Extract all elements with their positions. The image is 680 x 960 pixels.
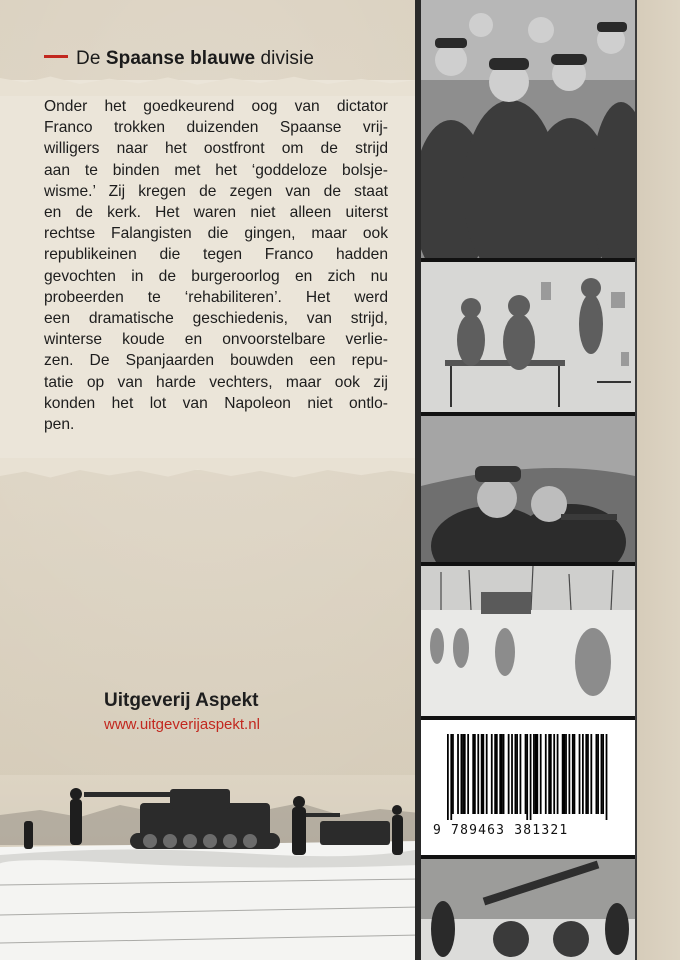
barcode-bar <box>481 734 483 814</box>
barcode-bar <box>602 734 604 814</box>
barcode-bar <box>474 734 476 814</box>
soldiers-group-photo <box>421 0 635 258</box>
barcode-bar <box>562 734 564 814</box>
barcode-bar <box>501 734 503 814</box>
blurb-line: tatie op van harde vechters, maar ook zij <box>44 373 388 391</box>
barcode-bar <box>511 734 513 814</box>
barcode-bar <box>535 734 537 814</box>
blurb-line: zen. De Spanjaarden bouwden een repu- <box>44 352 388 370</box>
barcode-bar <box>482 734 484 814</box>
barcode-bar <box>553 734 555 814</box>
barcode-bar <box>540 734 542 814</box>
soldiers-smoking-photo <box>421 416 635 562</box>
barcode-bar <box>585 734 587 814</box>
barcode-bar <box>464 734 466 814</box>
blurb-line: willigers naar het oostfront om de strijd <box>44 140 388 158</box>
barcode-bar <box>545 734 547 814</box>
blurb-line: winterse koude en onvoorstelbare verlie- <box>44 331 388 349</box>
barcode-bar <box>467 734 469 814</box>
barcode-bar <box>533 734 535 814</box>
barcode-bar <box>520 734 522 814</box>
cartoon-drawing-photo <box>421 262 635 412</box>
barcode-bar <box>572 734 574 814</box>
isbn-barcode <box>447 734 609 820</box>
barcode-bar <box>450 734 452 820</box>
barcode-bar <box>508 734 510 814</box>
barcode-bar <box>596 734 598 814</box>
barcode-bar <box>491 734 493 814</box>
barcode-panel <box>421 720 635 855</box>
barcode-bar <box>536 734 538 814</box>
barcode-bar <box>548 734 550 814</box>
barcode-bar <box>515 734 517 814</box>
barcode-bar <box>462 734 464 814</box>
blurb-line: pen. <box>44 416 75 434</box>
blurb-line: en de kerk. Het waren niet alleen uiterst <box>44 204 388 222</box>
barcode-bar <box>550 734 552 814</box>
isbn-number: 9 789463 381321 <box>433 823 569 838</box>
torn-paper-edge-bottom <box>0 458 420 488</box>
barcode-bar <box>569 734 571 814</box>
barcode-bar <box>574 734 576 814</box>
barcode-bar <box>530 734 532 820</box>
book-subtitle-heading <box>44 48 314 70</box>
heading-emphasis: Spaanse blauwe <box>105 48 256 69</box>
barcode-bar <box>565 734 567 814</box>
barcode-bar <box>447 734 449 820</box>
photo-column <box>421 0 635 960</box>
barcode-bar <box>499 734 501 814</box>
blurb-line: aan te binden met het ‘goddeloze bolsje- <box>44 161 388 179</box>
barcode-bar <box>579 734 581 814</box>
red-dash-icon <box>44 55 68 58</box>
publisher-url: www.uitgeverijaspekt.nl <box>104 716 260 733</box>
barcode-bar <box>582 734 584 814</box>
barcode-bar <box>452 734 454 814</box>
blurb-text <box>44 96 388 435</box>
blurb-line: konden het lot van Napoleon niet ontlo- <box>44 394 388 412</box>
barcode-bar <box>494 734 496 814</box>
barcode-bar <box>477 734 479 814</box>
barcode-bar <box>590 734 592 814</box>
barcode-bar <box>601 734 603 814</box>
barcode-bar <box>457 734 459 814</box>
blurb-line: wisme.’ Zij kregen de zegen van de staat <box>44 182 388 200</box>
blurb-line: een dramatische geschiedenis, van strijd, <box>44 310 388 328</box>
blurb-line: Onder het goedkeurend oog van dictator <box>44 98 388 115</box>
barcode-bar <box>557 734 559 814</box>
blurb-line: probeerden te ‘rehabiliteren’. Het werd <box>44 288 388 306</box>
barcode-bar <box>503 734 505 814</box>
barcode-bar <box>472 734 474 814</box>
barcode-bar <box>587 734 589 814</box>
heading-prefix: De <box>76 48 106 69</box>
barcode-bar <box>461 734 463 814</box>
publisher-name: Uitgeverij Aspekt <box>104 690 259 711</box>
barcode-bar <box>563 734 565 814</box>
barcode-bar <box>606 734 608 820</box>
blurb-line: gevochten in de burgeroorlog en zich nu <box>44 267 388 285</box>
blurb-line: rechtse Falangisten die gingen, maar ook <box>44 225 388 243</box>
barcode-bar <box>486 734 488 814</box>
winter-patrol-photo <box>421 566 635 716</box>
barcode-bar <box>526 734 528 820</box>
barcode-bar <box>525 734 527 814</box>
right-cover-strip <box>635 0 680 960</box>
blurb-line: Franco trokken duizenden Spaanse vrij- <box>44 119 388 137</box>
barcode-bar <box>496 734 498 814</box>
barcode-bar <box>516 734 518 814</box>
barcode-bar <box>597 734 599 814</box>
artillery-photo <box>421 859 635 960</box>
winter-tank-photo <box>0 775 420 960</box>
heading-suffix: divisie <box>255 48 314 69</box>
blurb-line: republikeinen die tegen Franco hadden <box>44 246 388 264</box>
